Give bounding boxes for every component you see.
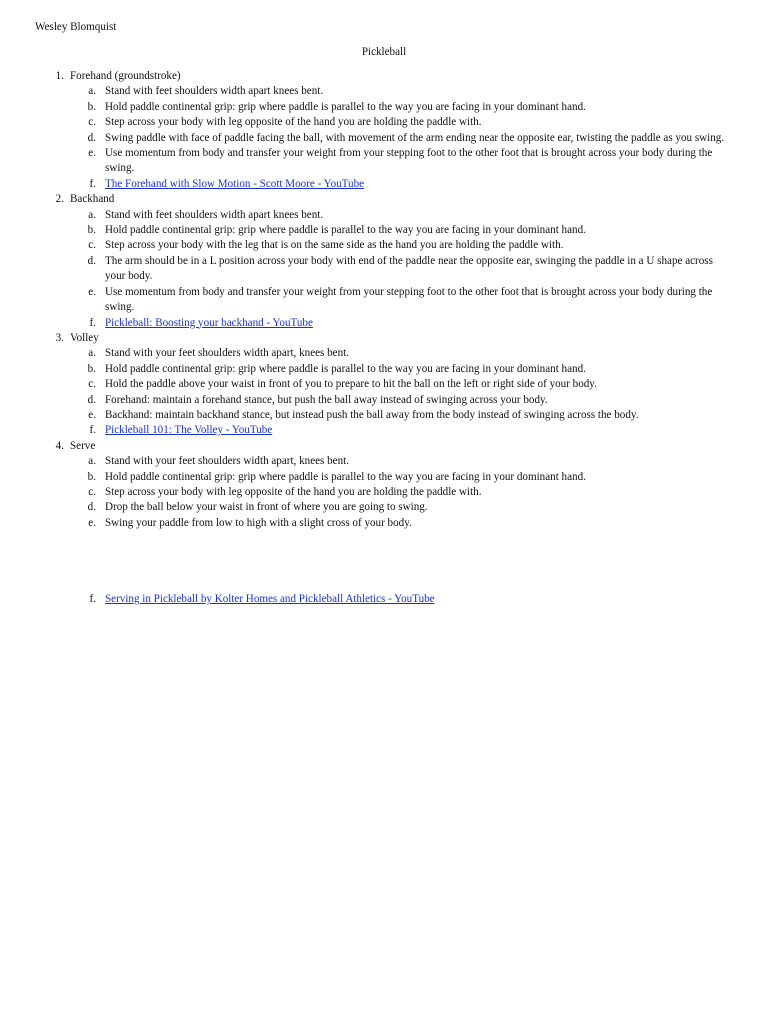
list-item bbox=[0, 408, 768, 423]
item-letter: e. bbox=[88, 408, 96, 421]
section-heading-forehand bbox=[0, 69, 768, 84]
section-title: Backhand bbox=[70, 193, 115, 206]
list-item bbox=[0, 100, 768, 115]
document-body bbox=[0, 69, 768, 608]
list-item bbox=[0, 115, 768, 130]
item-text: Use momentum from body and transfer your weight from your stepping foot to the other foot that is brought across your body during the swing. bbox=[105, 147, 713, 175]
item-text: Hold paddle continental grip: grip where paddle is parallel to the way you are facing in your dominant hand. bbox=[105, 224, 586, 237]
list-item bbox=[0, 177, 768, 192]
item-letter: a. bbox=[88, 455, 96, 468]
item-letter: f. bbox=[89, 177, 96, 190]
item-text: Stand with feet shoulders width apart knees bent. bbox=[105, 208, 324, 221]
forehand-video-link[interactable]: The Forehand with Slow Motion - Scott Moore - YouTube bbox=[105, 177, 365, 190]
item-text: Stand with your feet shoulders width apart, knees bent. bbox=[105, 347, 350, 360]
section-title: Serve bbox=[70, 439, 96, 452]
list-item bbox=[0, 516, 768, 531]
item-text: Swing paddle with face of paddle facing the ball, with movement of the arm ending near the opposite ear, twisting the paddle as you swing. bbox=[105, 131, 725, 144]
list-item bbox=[0, 223, 768, 238]
item-text: Stand with your feet shoulders width apart, knees bent. bbox=[105, 455, 350, 468]
list-item bbox=[0, 208, 768, 223]
section-title: Forehand (groundstroke) bbox=[70, 70, 181, 82]
item-letter: d. bbox=[87, 131, 96, 144]
item-text: Step across your body with the leg that is on the same side as the hand you are holding the paddle with. bbox=[105, 239, 564, 252]
list-item bbox=[0, 131, 768, 146]
item-text: Backhand: maintain backhand stance, but instead push the ball away from the body instead of swinging across the body. bbox=[105, 408, 639, 421]
item-letter: a. bbox=[88, 208, 96, 221]
section-heading-backhand bbox=[0, 192, 768, 207]
item-text: Step across your body with leg opposite of the hand you are holding the paddle with. bbox=[105, 116, 482, 129]
item-letter: c. bbox=[88, 485, 96, 498]
section-title: Volley bbox=[70, 331, 99, 344]
list-item bbox=[0, 346, 768, 361]
list-item bbox=[0, 500, 768, 515]
item-letter: f. bbox=[89, 593, 96, 606]
list-item bbox=[0, 377, 768, 392]
list-item bbox=[0, 254, 768, 285]
item-letter: c. bbox=[88, 378, 96, 391]
backhand-video-link[interactable]: Pickleball: Boosting your backhand - YouTube bbox=[105, 316, 313, 329]
item-text: The arm should be in a L position across your body with end of the paddle near the opposite ear, swinging the paddle in a U shape across your body. bbox=[105, 254, 713, 283]
section-heading-volley bbox=[0, 331, 768, 346]
item-letter: f. bbox=[89, 424, 96, 437]
section-number: 3. bbox=[55, 331, 64, 344]
list-item bbox=[0, 592, 768, 607]
list-item bbox=[0, 362, 768, 377]
item-letter: d. bbox=[87, 254, 96, 267]
section-heading-serve bbox=[0, 439, 768, 454]
section-number: 1. bbox=[55, 70, 64, 82]
item-letter: b. bbox=[87, 470, 96, 483]
item-text: Hold paddle continental grip: grip where paddle is parallel to the way you are facing in your dominant hand. bbox=[105, 362, 586, 375]
item-text: Hold the paddle above your waist in front of you to prepare to hit the ball on the left or right side of your body. bbox=[105, 378, 597, 391]
item-text: Swing your paddle from low to high with a slight cross of your body. bbox=[105, 516, 412, 529]
section-number: 4. bbox=[55, 439, 64, 452]
item-text: Hold paddle continental grip: grip where paddle is parallel to the way you are facing in your dominant hand. bbox=[105, 470, 586, 483]
item-text: Step across your body with leg opposite of the hand you are holding the paddle with. bbox=[105, 485, 482, 498]
list-item bbox=[0, 423, 768, 438]
list-item bbox=[0, 316, 768, 331]
item-letter: c. bbox=[88, 116, 96, 129]
serve-video-link[interactable]: Serving in Pickleball by Kolter Homes and Pickleball Athletics - YouTube bbox=[105, 593, 435, 606]
list-item bbox=[0, 238, 768, 253]
item-letter: d. bbox=[87, 501, 96, 514]
item-letter: c. bbox=[88, 239, 96, 252]
list-item bbox=[0, 485, 768, 500]
list-item bbox=[0, 454, 768, 469]
list-item bbox=[0, 393, 768, 408]
item-letter: a. bbox=[88, 85, 96, 98]
item-text: Hold paddle continental grip: grip where paddle is parallel to the way you are facing in your dominant hand. bbox=[105, 100, 586, 113]
item-letter: d. bbox=[87, 393, 96, 406]
blank-space bbox=[0, 531, 768, 592]
author-name: Wesley Blomquist bbox=[35, 21, 117, 33]
item-text: Forehand: maintain a forehand stance, but push the ball away instead of swinging across your body. bbox=[105, 393, 548, 406]
item-text: Drop the ball below your waist in front of where you are going to swing. bbox=[105, 501, 428, 514]
item-letter: e. bbox=[88, 147, 96, 160]
item-text: Use momentum from body and transfer your weight from your stepping foot to the other foot that is brought across your body during the swing. bbox=[105, 285, 713, 314]
list-item bbox=[0, 285, 768, 316]
item-letter: b. bbox=[87, 224, 96, 237]
document-title: Pickleball bbox=[361, 46, 407, 58]
item-text: Stand with feet shoulders width apart knees bent. bbox=[105, 85, 324, 98]
item-letter: f. bbox=[89, 316, 96, 329]
section-number: 2. bbox=[55, 193, 64, 206]
list-item bbox=[0, 84, 768, 99]
item-letter: e. bbox=[88, 516, 96, 529]
volley-video-link[interactable]: Pickleball 101: The Volley - YouTube bbox=[105, 424, 273, 437]
item-letter: b. bbox=[87, 100, 96, 113]
list-item bbox=[0, 146, 768, 177]
item-letter: a. bbox=[88, 347, 96, 360]
item-letter: e. bbox=[88, 285, 96, 298]
item-letter: b. bbox=[87, 362, 96, 375]
list-item bbox=[0, 470, 768, 485]
